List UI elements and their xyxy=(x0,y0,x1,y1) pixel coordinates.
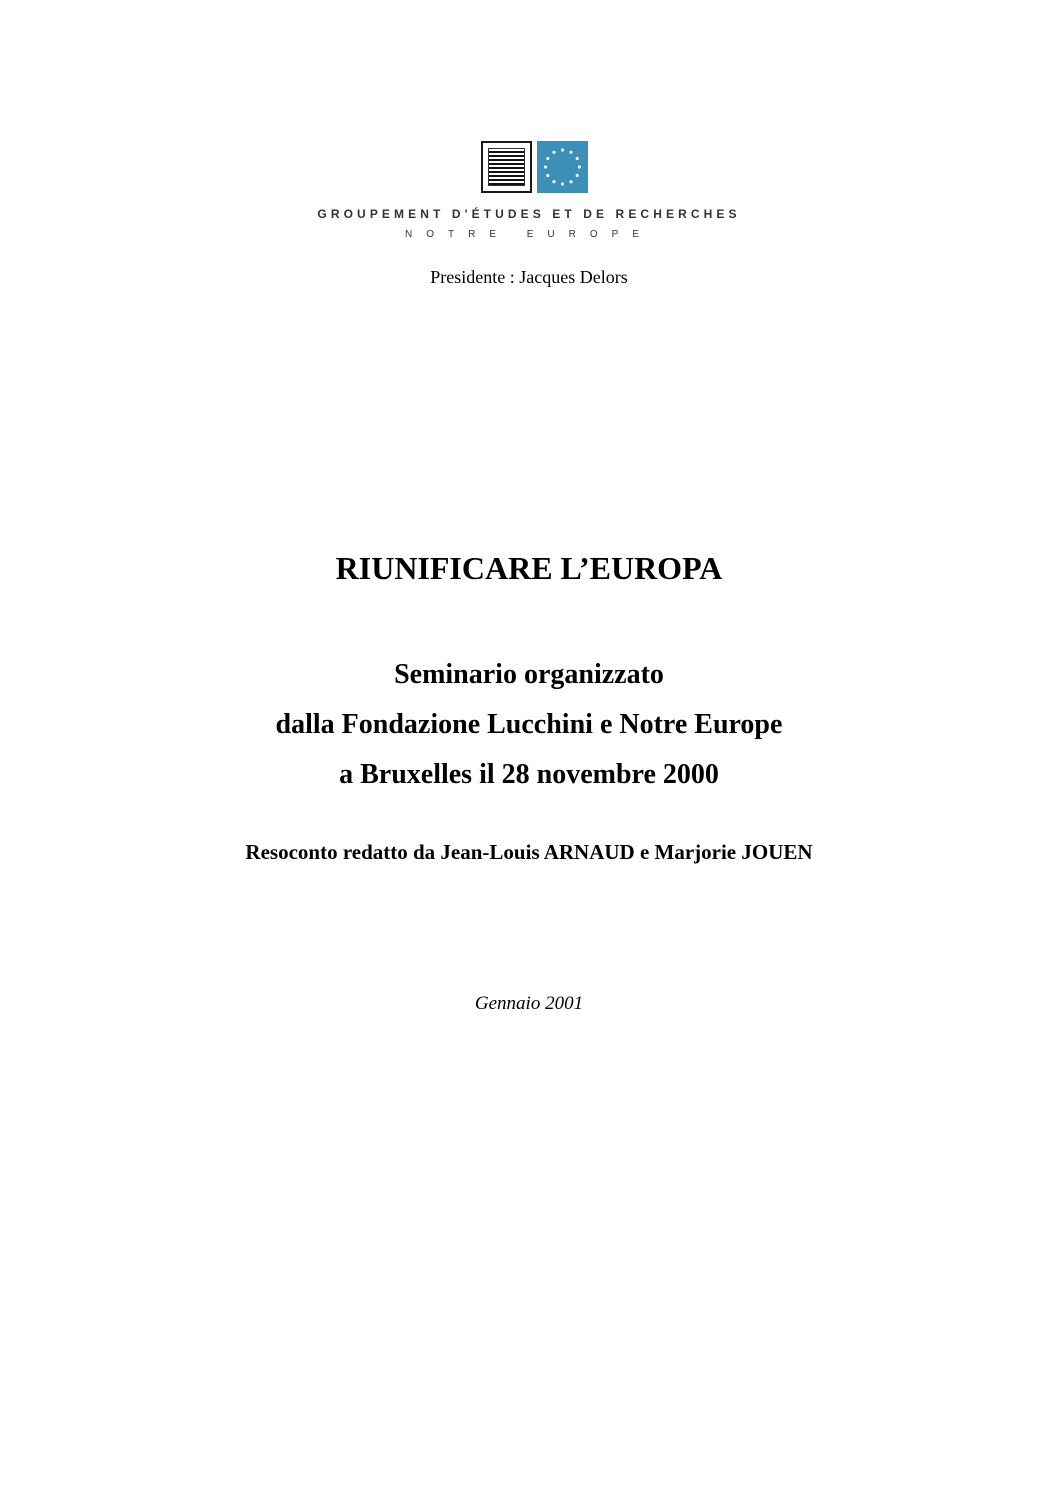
eu-star-icon xyxy=(552,151,555,154)
eu-star-icon xyxy=(576,157,579,160)
report-authors: Resoconto redatto da Jean-Louis ARNAUD e Marjorie JOUEN xyxy=(245,840,813,864)
eu-star-icon xyxy=(578,165,581,168)
organization-subtitle: NOTRE EUROPE xyxy=(404,229,653,240)
subtitle-line: a Bruxelles il 28 novembre 2000 xyxy=(339,759,719,790)
eu-star-icon xyxy=(561,182,564,185)
eu-stars-icon xyxy=(537,141,588,193)
eu-star-icon xyxy=(544,165,547,168)
president-line: Presidente : Jacques Delors xyxy=(430,267,628,287)
publication-date: Gennaio 2001 xyxy=(474,993,584,1014)
eu-star-icon xyxy=(569,180,572,183)
document-lines-icon xyxy=(481,141,532,193)
organization-name: GROUPEMENT D'ÉTUDES ET DE RECHERCHES xyxy=(317,207,741,221)
eu-star-icon xyxy=(561,148,564,151)
subtitle-line: dalla Fondazione Lucchini e Notre Europe xyxy=(275,709,783,740)
eu-star-icon xyxy=(546,174,549,177)
eu-star-icon xyxy=(552,180,555,183)
eu-star-icon xyxy=(546,157,549,160)
document-subtitle xyxy=(0,650,1058,800)
eu-star-icon xyxy=(569,151,572,154)
notre-europe-logo xyxy=(481,141,589,193)
document-title: RIUNIFICARE L’EUROPA xyxy=(335,550,723,586)
subtitle-line: Seminario organizzato xyxy=(394,659,664,690)
eu-star-icon xyxy=(576,174,579,177)
